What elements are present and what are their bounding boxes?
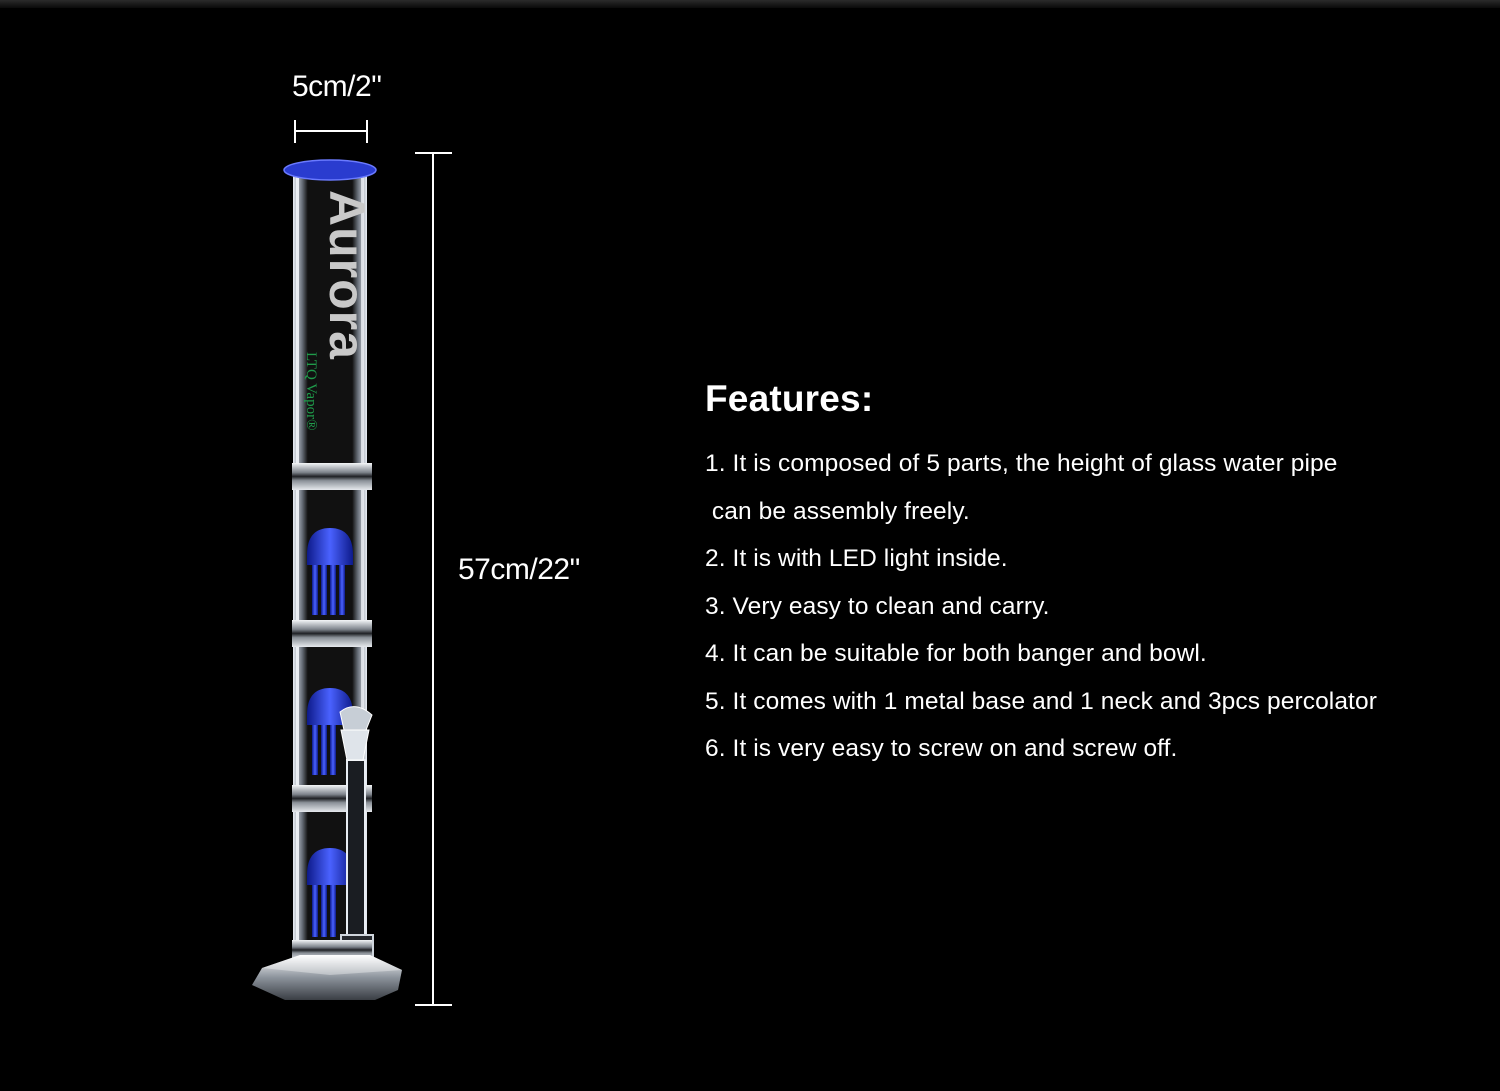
width-dimension-label: 5cm/2" bbox=[292, 70, 382, 103]
height-dimension-label: 57cm/22" bbox=[458, 553, 580, 586]
product-image bbox=[0, 0, 700, 1091]
width-dimension-marker bbox=[295, 120, 367, 143]
feature-item: 3. Very easy to clean and carry. bbox=[705, 592, 1050, 620]
metal-base bbox=[252, 940, 402, 1000]
mouthpiece bbox=[284, 160, 376, 180]
feature-item: can be assembly freely. bbox=[705, 497, 970, 525]
feature-item: 4. It can be suitable for both banger and bowl. bbox=[705, 640, 1207, 667]
feature-item: 5. It comes with 1 metal base and 1 neck and 3pcs percolator bbox=[705, 687, 1377, 715]
features-section bbox=[705, 378, 1485, 773]
features-list bbox=[705, 440, 1485, 773]
feature-item: 6. It is very easy to screw on and screw off. bbox=[705, 735, 1178, 762]
sub-brand-logo-text: LTQ Vapor® bbox=[303, 352, 319, 431]
feature-item: 2. It is with LED light inside. bbox=[705, 545, 1008, 572]
feature-item: 1. It is composed of 5 parts, the height of glass water pipe bbox=[705, 450, 1338, 477]
features-title: Features: bbox=[705, 378, 874, 419]
brand-logo-text: Aurora bbox=[319, 190, 375, 360]
height-dimension-marker bbox=[415, 153, 452, 1005]
